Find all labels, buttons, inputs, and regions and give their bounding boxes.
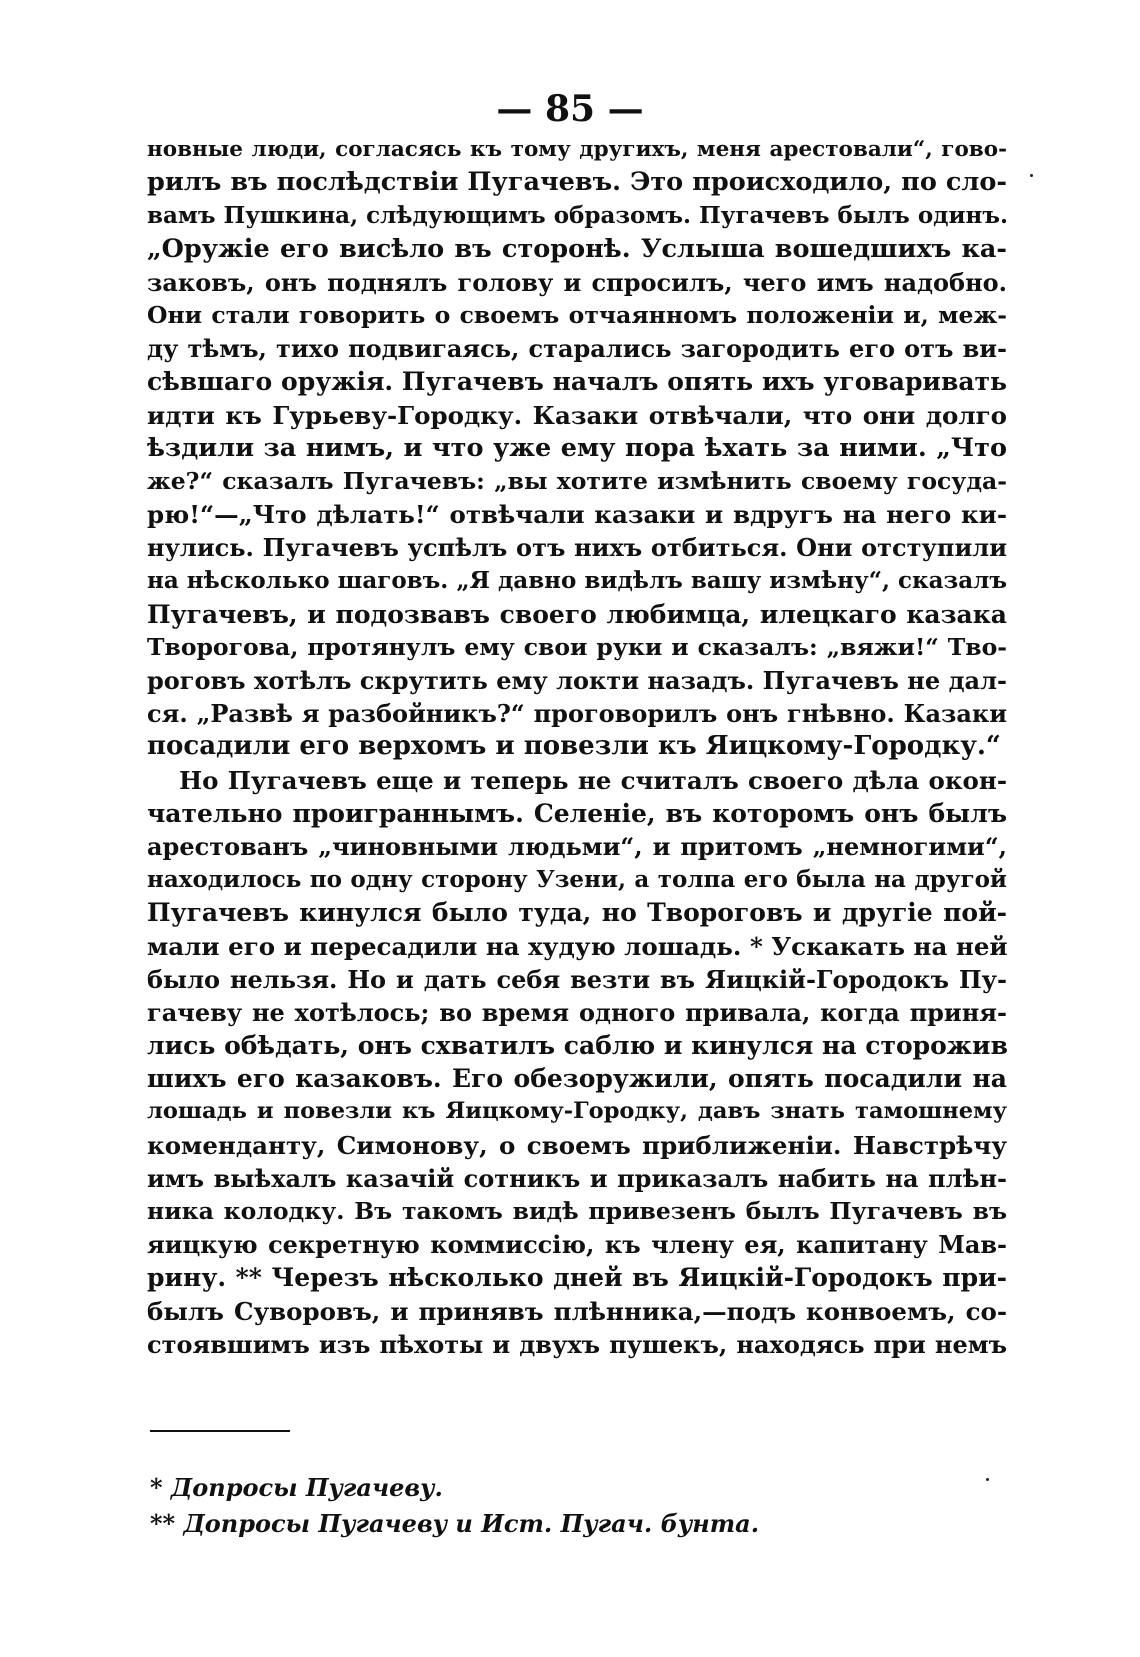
text-line: идти къ Гурьеву-Городку. Казаки отвѣчали, что они долго	[147, 400, 1007, 430]
text-line: коменданту, Симонову, о своемъ приближеніи. Навстрѣчу	[147, 1130, 1007, 1160]
text-line: Творогова, протянулъ ему свои руки и сказалъ: „вяжи!“ Тво-	[147, 632, 1007, 661]
text-line: ду тѣмъ, тихо подвигаясь, старались загородить его отъ ви-	[147, 334, 1007, 364]
text-line: вамъ Пушкина, слѣдующимъ образомъ. Пугачевъ былъ одинъ.	[147, 202, 1009, 230]
text-line: находилось по одну сторону Узени, а толпа его была на другой	[147, 866, 1007, 894]
text-line: Но Пугачевъ еще и теперь не считалъ своего дѣла окон-	[179, 765, 1007, 795]
text-line: шихъ его казаковъ. Его обезоружили, опять посадили на	[147, 1064, 1007, 1094]
text-line: былъ Суворовъ, и принявъ плѣнника,—подъ конвоемъ, со-	[147, 1296, 1007, 1326]
text-line: ника колодку. Въ такомъ видѣ привезенъ былъ Пугачевъ въ	[147, 1197, 1007, 1225]
footnote-separator	[150, 1430, 290, 1432]
text-line: же?“ сказалъ Пугачевъ: „вы хотите измѣнить своему госуда-	[147, 466, 1007, 495]
text-line: яицкую секретную коммиссію, къ члену ея, капитану Мав-	[147, 1230, 1007, 1260]
text-line: чательно проиграннымъ. Селеніе, въ которомъ онъ былъ	[147, 798, 1007, 828]
text-line: Пугачевъ кинулся было туда, но Твороговъ и другіе пой-	[147, 898, 1007, 928]
text-line: лись обѣдать, онъ схватилъ саблю и кинулся на сторожив	[147, 1031, 1008, 1061]
text-line: ѣздили за нимъ, и что уже ему пора ѣхать за ними. „Что	[147, 432, 1007, 463]
text-line: стоявшимъ изъ пѣхоты и двухъ пушекъ, находясь при немъ	[147, 1329, 1007, 1359]
text-line: рю!“—„Что дѣлать!“ отвѣчали казаки и вдругъ на него ки-	[147, 500, 1007, 530]
text-line: арестованъ „чиновными людьми“, и притомъ „немногими“,	[147, 831, 1007, 861]
text-line: рилъ въ послѣдствіи Пугачевъ. Это происходило, по сло-	[147, 167, 1007, 198]
print-speck	[986, 1478, 989, 1481]
text-line: „Оружіе его висѣло въ сторонѣ. Услыша вошедшихъ ка-	[147, 233, 1007, 264]
text-line: гачеву не хотѣлось; во время одного привала, когда приня-	[147, 997, 1007, 1027]
footnote: * Допросы Пугачеву.	[150, 1473, 443, 1502]
text-line: посадили его верхомъ и повезли къ Яицкому-Городку.“	[147, 731, 1001, 762]
text-line: нулись. Пугачевъ успѣлъ отъ нихъ отбиться. Они отступили	[147, 533, 1007, 563]
page-number: — 85 —	[496, 88, 644, 130]
text-line: роговъ хотѣлъ скрутить ему локти назадъ. Пугачевъ не дал-	[147, 666, 1007, 695]
text-line: на нѣсколько шаговъ. „Я давно видѣлъ вашу измѣну“, сказалъ	[147, 567, 1007, 595]
text-line: Они стали говорить о своемъ отчаянномъ положеніи и, меж-	[147, 300, 1007, 329]
text-line: мали его и пересадили на худую лошадь. * Ускакать на ней	[147, 931, 1008, 961]
print-speck	[1030, 174, 1033, 177]
text-line: сѣвшаго оружія. Пугачевъ началъ опять ихъ уговаривать	[147, 367, 1007, 397]
text-line: имъ выѣхалъ казачій сотникъ и приказалъ набить на плѣн-	[147, 1163, 1007, 1193]
text-line: лошадь и повезли къ Яицкому-Городку, давъ знать тамошнему	[147, 1098, 1007, 1125]
footnotes	[150, 1470, 1010, 1542]
footnote: ** Допросы Пугачеву и Ист. Пугач. бунта.	[150, 1509, 760, 1538]
text-line: рину. ** Черезъ нѣсколько дней въ Яицкій-Городокъ при-	[147, 1263, 1007, 1293]
body-text	[147, 133, 1007, 1361]
text-line: Пугачевъ, и подозвавъ своего любимца, илецкаго казака	[147, 599, 1007, 629]
text-line: новные люди, согласясь къ тому другихъ, меня арестовали“, гово-	[147, 137, 1007, 162]
text-line: было нельзя. Но и дать себя везти въ Яицкій-Городокъ Пу-	[147, 964, 1007, 994]
text-line: ся. „Развѣ я разбойникъ?“ проговорилъ онъ гнѣвно. Казаки	[147, 699, 1007, 729]
text-line: заковъ, онъ поднялъ голову и спросилъ, чего имъ надобно.	[147, 267, 1007, 297]
